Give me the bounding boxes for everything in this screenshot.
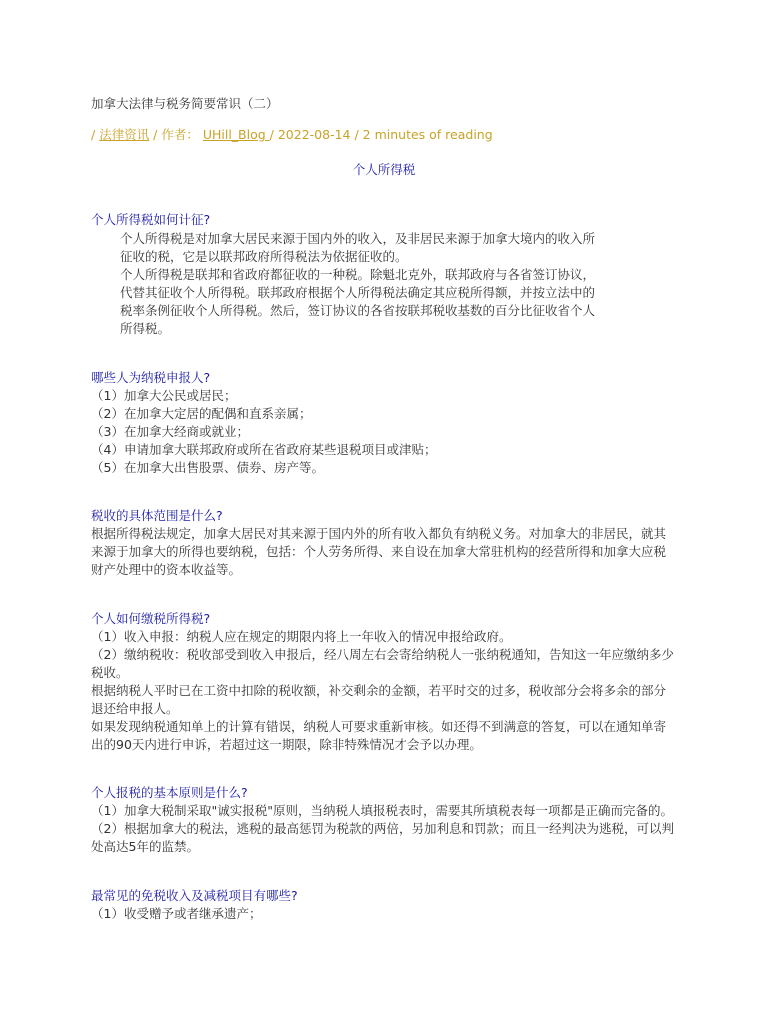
paragraph-line: 财产处理中的资本收益等。 xyxy=(91,562,242,577)
section-heading: 个人报税的基本原则是什么? xyxy=(91,785,248,800)
paragraph-line: 所得税。 xyxy=(120,321,171,336)
meta-separator: / xyxy=(91,127,100,142)
paragraph-line: 如果发现纳税通知单上的计算有错误，纳税人可要求重新审核。如还得不到满意的答复，可以在通知单寄 xyxy=(91,719,667,734)
paragraph-line: 根据纳税人平时已在工资中扣除的税收额，补交剩余的金额，若平时交的过多，税收部分会将多余的部分 xyxy=(91,683,667,698)
paragraph-line: （2）根据加拿大的税法，逃税的最高惩罚为税款的两倍，另加利息和罚款；而且一经判决为逃税，可以判 xyxy=(91,821,674,836)
paragraph-line: （1）加拿大税制采取"诚实报税"原则，当纳税人填报税表时，需要其所填税表每一项都是正确而完备的。 xyxy=(91,803,673,818)
meta-date-reading: / 2022-08-14 / 2 minutes of reading xyxy=(269,127,493,142)
paragraph-line: 个人所得税是对加拿大居民来源于国内外的收入，及非居民来源于加拿大境内的收入所 xyxy=(120,231,596,246)
article-title: 加拿大法律与税务简要常识（二） xyxy=(91,96,279,111)
paragraph-line: 根据所得税法规定，加拿大居民对其来源于国内外的所有收入都负有纳税义务。对加拿大的非居民，就其 xyxy=(91,526,667,541)
paragraph-line: （1）收入申报：纳税人应在规定的期限内将上一年收入的情况申报给政府。 xyxy=(91,629,512,644)
list-item: （4）申请加拿大联邦政府或所在省政府某些退税项目或津贴； xyxy=(91,442,437,457)
section-heading: 个人所得税如何计征? xyxy=(91,212,211,227)
paragraph-line: 征收的税，它是以联邦政府所得税法为依据征收的。 xyxy=(120,249,408,264)
list-item: （5）在加拿大出售股票、债券、房产等。 xyxy=(91,460,324,475)
paragraph-line: 税收。 xyxy=(91,665,129,680)
author-prefix: / 作者： xyxy=(149,127,203,142)
article-meta xyxy=(91,125,493,143)
author-link[interactable]: UHill_Blog xyxy=(202,127,270,142)
paragraph-line: 出的90天内进行申诉，若超过这一期限，除非特殊情况才会予以办理。 xyxy=(91,737,482,752)
category-link[interactable]: 法律资讯 xyxy=(99,127,150,142)
list-item: （2）在加拿大定居的配偶和直系亲属； xyxy=(91,406,312,421)
paragraph-line: （2）缴纳税收：税收部受到收入申报后，经八周左右会寄给纳税人一张纳税通知，告知这一年应缴纳多少 xyxy=(91,647,674,662)
section-heading: 税收的具体范围是什么? xyxy=(91,508,223,523)
section-heading: 最常见的免税收入及减税项目有哪些? xyxy=(91,888,298,903)
section-center-title: 个人所得税 xyxy=(352,162,416,177)
section-heading: 个人如何缴税所得税? xyxy=(91,611,211,626)
section-heading: 哪些人为纳税申报人? xyxy=(91,370,211,385)
list-item: （3）在加拿大经商或就业； xyxy=(91,424,249,439)
paragraph-line: 来源于加拿大的所得也要纳税，包括：个人劳务所得、来自设在加拿大常驻机构的经营所得和加拿大应税 xyxy=(91,544,667,559)
list-item: （1）加拿大公民或居民； xyxy=(91,388,237,403)
paragraph-line: 处高达5年的监禁。 xyxy=(91,839,199,854)
paragraph-line: 税率条例征收个人所得税。然后，签订协议的各省按联邦税收基数的百分比征收省个人 xyxy=(120,303,596,318)
paragraph-line: 代替其征收个人所得税。联邦政府根据个人所得税法确定其应税所得额，并按立法中的 xyxy=(120,285,596,300)
paragraph-line: 个人所得税是联邦和省政府都征收的一种税。除魁北克外，联邦政府与各省签订协议， xyxy=(120,267,596,282)
list-item: （1）收受赠予或者继承遗产； xyxy=(91,906,262,921)
paragraph-line: 退还给申报人。 xyxy=(91,701,179,716)
